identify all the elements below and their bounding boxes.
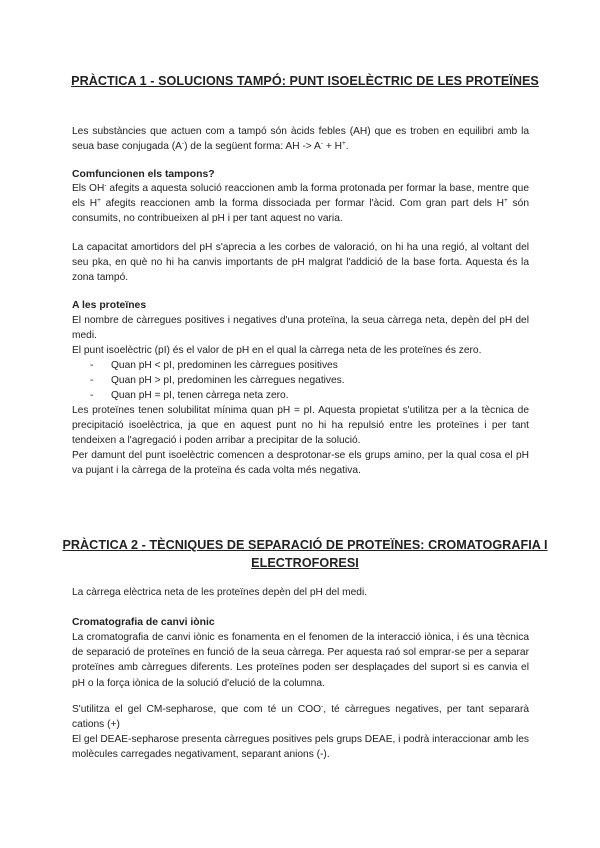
deae-sepharose-paragraph: El gel DEAE-sepharose presenta càrregues positives pels grups DEAE, i podrà interaccionar amb les molècules carregades negativament, separant anions (-). (72, 734, 529, 761)
practica1-title: PRÀCTICA 1 - SOLUCIONS TAMPÓ: PUNT ISOELÈCTRIC DE LES PROTEÏNES (71, 74, 539, 88)
practica2-intro-paragraph: La càrrega elèctrica neta de les proteïnes depèn del pH del medi. (72, 587, 368, 598)
canvi-ionic-paragraph: La cromatografia de canvi iònic es fonamenta en el fenomen de la interacció iònica, i és una tècnica de separació de proteïnes en funció de la seua càrrega. Per aquesta raó sol emprar-se per a separar proteïnes amb càrregues diferents. Les proteïnes poden ser desplaçades del suport si es canvia el pH o la força iònica de la solució d'elució de la columna. (72, 632, 529, 689)
practica1-intro-paragraph: Les substàncies que actuen com a tampó són àcids febles (AH) que es troben en equilibri amb la seua base conjugada (A-) de la següent forma: AH -> A- + H+. (72, 126, 529, 153)
carregues-paragraph: El nombre de càrregues positives i negatives d'una proteïna, la seua càrrega neta, depèn del pH del medi. (72, 315, 529, 342)
punt-isoelectric-paragraph: El punt isoelèctric (pI) és el valor de pH en el qual la càrrega neta de les proteïnes és zero. (72, 345, 482, 356)
bullet-dash: - (90, 360, 94, 371)
cm-sepharose-paragraph: S'utilitza el gel CM-sepharose, que com té un COO-, té càrregues negatives, per tant separarà cations (+) (72, 703, 530, 731)
list-item: - Quan pH < pI, predominen les càrregues positives (90, 358, 338, 373)
list-item: - Quan pH > pI, predominen les càrregues negatives. (90, 373, 345, 388)
heading-proteines: A les proteïnes (72, 300, 147, 311)
bullet-dash: - (90, 390, 94, 401)
bullet-dash: - (90, 375, 94, 386)
capacitat-paragraph: La capacitat amortidors del pH s'aprecia a les corbes de valoració, on hi ha una regió, al voltant del seu pka, en què no hi ha canvis importants de pH malgrat l'addició de la base forta. Aquesta és la zona tampó. (72, 242, 529, 284)
tampons-paragraph: Els OH- afegits a aquesta solució reaccionen amb la forma protonada per formar la base, mentre que els H+ afegits reaccionen amb la forma dissociada per formar l'àcid. Com gran part dels H+ són consumits, no contribueixen al pH i per tant aquest no varia. (72, 182, 529, 225)
heading-canvi-ionic: Cromatografia de canvi iònic (72, 617, 215, 628)
heading-tampons: Comfuncionen els tampons? (72, 169, 215, 180)
solubilitat-paragraph: Les proteïnes tenen solubilitat mínima quan pH = pI. Aquesta propietat s'utilitza per a la tècnica de precipitació isoelèctrica, ja que en aquest punt no hi ha repulsió entre les proteïnes i per tant tendeixen a l'agregació i poden arribar a precipitar de la solució. (72, 405, 529, 447)
damunt-paragraph: Per damunt del punt isoelèctric comencen a desprotonar-se els grups amino, per la qual cosa el pH va pujant i la càrrega de la proteïna és cada volta més negativa. (72, 450, 529, 477)
practica2-title: PRÀCTICA 2 - TÈCNIQUES DE SEPARACIÓ DE PROTEÏNES: CROMATOGRAFIA I ELECTROFORESI (62, 538, 548, 570)
list-item: - Quan pH = pI, tenen càrrega neta zero. (90, 388, 289, 403)
